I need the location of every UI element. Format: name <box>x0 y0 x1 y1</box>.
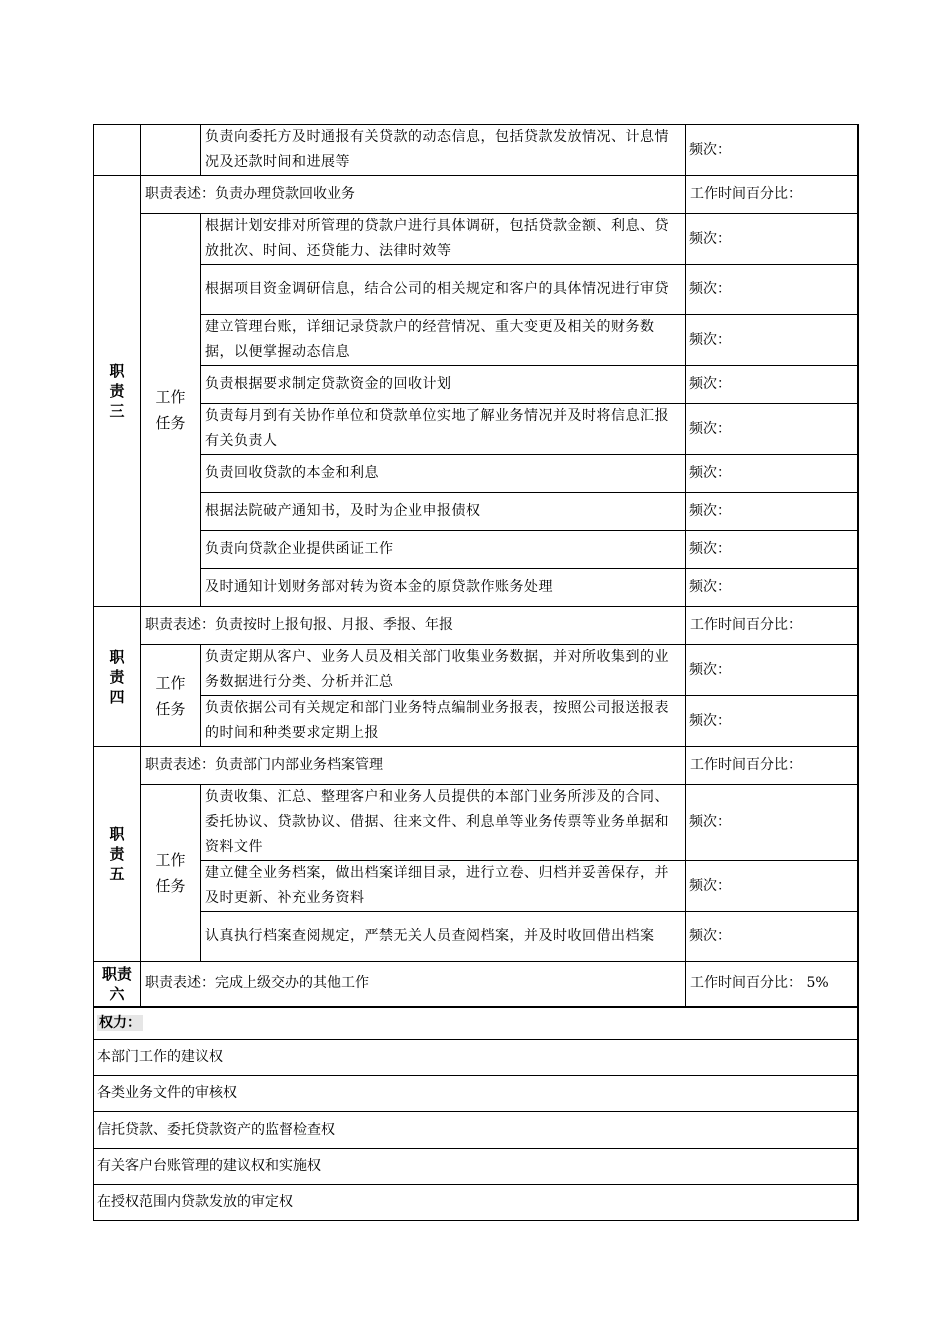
table-row <box>94 1076 858 1112</box>
duty-label: 职责六 <box>94 962 141 1007</box>
power-item: 在授权范围内贷款发放的审定权 <box>94 1185 858 1221</box>
powers-title: 权力： <box>94 1007 858 1040</box>
task-frequency: 频次： <box>686 531 858 569</box>
task-text: 及时通知计划财务部对转为资本金的原贷款作账务处理 <box>201 569 686 607</box>
task-frequency: 频次： <box>686 493 858 531</box>
table-row <box>94 176 858 214</box>
task-frequency: 频次： <box>686 265 858 315</box>
table-row <box>94 493 858 531</box>
table-row <box>94 315 858 366</box>
table-row <box>94 214 858 265</box>
table-row <box>94 1112 858 1149</box>
table-row <box>94 962 858 1007</box>
job-description-page <box>93 124 857 1221</box>
task-frequency: 频次： <box>686 404 858 455</box>
task-label-cell <box>141 125 201 176</box>
duty-label-cell <box>94 125 141 176</box>
table-row <box>94 645 858 696</box>
duty-label: 职责五 <box>94 747 141 962</box>
duty-description: 职责表述：负责部门内部业务档案管理 <box>141 747 686 785</box>
task-frequency: 频次： <box>686 645 858 696</box>
task-text: 根据法院破产通知书，及时为企业申报债权 <box>201 493 686 531</box>
duty-label: 职责三 <box>94 176 141 607</box>
table-row <box>94 531 858 569</box>
table-row <box>94 785 858 861</box>
time-percentage: 工作时间百分比： <box>686 607 858 645</box>
table-row <box>94 607 858 645</box>
power-item: 各类业务文件的审核权 <box>94 1076 858 1112</box>
task-frequency: 频次： <box>686 785 858 861</box>
table-row <box>94 1007 858 1040</box>
task-frequency: 频次： <box>686 125 858 176</box>
task-text: 负责每月到有关协作单位和贷款单位实地了解业务情况并及时将信息汇报有关负责人 <box>201 404 686 455</box>
table-row <box>94 747 858 785</box>
task-text: 根据项目资金调研信息，结合公司的相关规定和客户的具体情况进行审贷 <box>201 265 686 315</box>
task-text: 负责向贷款企业提供函证工作 <box>201 531 686 569</box>
table-row <box>94 125 858 176</box>
task-text: 根据计划安排对所管理的贷款户进行具体调研，包括贷款金额、利息、贷放批次、时间、还贷能力、法律时效等 <box>201 214 686 265</box>
duty-description: 职责表述：完成上级交办的其他工作 <box>141 962 686 1007</box>
table-row <box>94 366 858 404</box>
task-text: 负责向委托方及时通报有关贷款的动态信息，包括贷款发放情况、计息情况及还款时间和进展等 <box>201 125 686 176</box>
task-frequency: 频次： <box>686 455 858 493</box>
time-percentage: 工作时间百分比： <box>686 176 858 214</box>
power-item: 有关客户台账管理的建议权和实施权 <box>94 1149 858 1185</box>
table-row <box>94 912 858 962</box>
work-task-label: 工作任务 <box>141 645 201 747</box>
task-frequency: 频次： <box>686 366 858 404</box>
task-text: 建立健全业务档案，做出档案详细目录，进行立卷、归档并妥善保存，并及时更新、补充业务资料 <box>201 861 686 912</box>
table-row <box>94 455 858 493</box>
task-text: 负责回收贷款的本金和利息 <box>201 455 686 493</box>
work-task-label: 工作任务 <box>141 785 201 962</box>
duty-description: 职责表述：负责按时上报旬报、月报、季报、年报 <box>141 607 686 645</box>
task-frequency: 频次： <box>686 214 858 265</box>
task-text: 负责收集、汇总、整理客户和业务人员提供的本部门业务所涉及的合同、委托协议、贷款协议、借据、往来文件、利息单等业务传票等业务单据和资料文件 <box>201 785 686 861</box>
time-percentage: 工作时间百分比： 5% <box>686 962 858 1007</box>
task-text: 建立管理台账，详细记录贷款户的经营情况、重大变更及相关的财务数据，以便掌握动态信息 <box>201 315 686 366</box>
duty-label: 职责四 <box>94 607 141 747</box>
time-percentage: 工作时间百分比： <box>686 747 858 785</box>
task-frequency: 频次： <box>686 861 858 912</box>
task-text: 负责根据要求制定贷款资金的回收计划 <box>201 366 686 404</box>
work-task-label: 工作任务 <box>141 214 201 607</box>
power-item: 信托贷款、委托贷款资产的监督检查权 <box>94 1112 858 1149</box>
table-row <box>94 569 858 607</box>
task-text: 认真执行档案查阅规定，严禁无关人员查阅档案，并及时收回借出档案 <box>201 912 686 962</box>
task-text: 负责依据公司有关规定和部门业务特点编制业务报表，按照公司报送报表的时间和种类要求定期上报 <box>201 696 686 747</box>
table-row <box>94 861 858 912</box>
table-row <box>94 1149 858 1185</box>
duty-description: 职责表述：负责办理贷款回收业务 <box>141 176 686 214</box>
table-row <box>94 1040 858 1076</box>
task-frequency: 频次： <box>686 315 858 366</box>
power-item: 本部门工作的建议权 <box>94 1040 858 1076</box>
table-row <box>94 265 858 315</box>
task-text: 负责定期从客户、业务人员及相关部门收集业务数据，并对所收集到的业务数据进行分类、分析并汇总 <box>201 645 686 696</box>
task-frequency: 频次： <box>686 912 858 962</box>
task-frequency: 频次： <box>686 696 858 747</box>
task-frequency: 频次： <box>686 569 858 607</box>
duties-table <box>93 124 859 1221</box>
table-row <box>94 1185 858 1221</box>
table-row <box>94 404 858 455</box>
table-row <box>94 696 858 747</box>
